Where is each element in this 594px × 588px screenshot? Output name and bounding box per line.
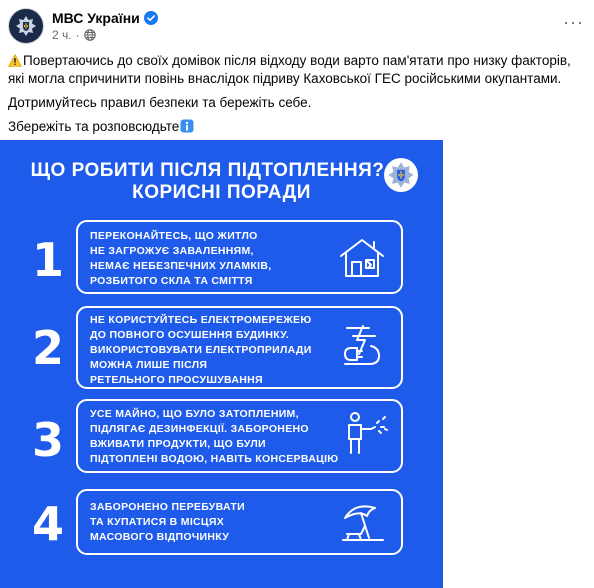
infographic-title: ЩО РОБИТИ ПІСЛЯ ПІДТОПЛЕННЯ? <box>30 160 385 181</box>
tip-4-line: МАСОВОГО ВІДПОЧИНКУ <box>90 531 230 543</box>
tip-1-line: ПЕРЕКОНАЙТЕСЬ, ЩО ЖИТЛО <box>90 230 258 242</box>
tip-number-2: 2 <box>32 321 65 375</box>
tip-2-line: МОЖНА ЛИШЕ ПІСЛЯ <box>90 359 208 371</box>
warning-icon <box>8 54 22 67</box>
author-name[interactable]: МВС України <box>52 10 140 26</box>
tip-1-line: РОЗБИТОГО СКЛА ТА СМІТТЯ <box>90 275 253 287</box>
tip-text-3 <box>90 407 338 467</box>
meta-separator: · <box>75 28 80 42</box>
infographic-subtitle: КОРИСНІ ПОРАДИ <box>132 182 311 203</box>
info-icon <box>180 119 194 133</box>
tip-3-line: ВЖИВАТИ ПРОДУКТИ, ЩО БУЛИ <box>90 438 266 450</box>
post-paragraph-1-text: Повертаючись до своїх домівок після відходу води варто пам'ятати про низку факторів, які могла спричинити повінь внаслідок підриву Каховської ГЕС російськими окупантами. <box>8 53 571 86</box>
avatar[interactable] <box>8 8 44 44</box>
post-header <box>8 4 158 48</box>
tip-number-4: 4 <box>32 497 65 551</box>
tip-3-line: ПІДТОПЛЕНІ ВОДОЮ, НАВІТЬ КОНСЕРВАЦІЮ <box>90 453 339 465</box>
house-icon <box>337 236 387 280</box>
tip-number-1: 1 <box>32 233 65 287</box>
tip-4-line: ТА КУПАТИСЯ В МІСЦЯХ <box>90 516 225 528</box>
post-paragraph-3-text: Збережіть та розповсюдьте <box>8 119 180 134</box>
infographic-image[interactable] <box>0 140 443 588</box>
tip-1-line: НЕ ЗАГРОЖУЄ ЗАВАЛЕННЯМ, <box>90 245 254 257</box>
tip-card-3 <box>76 399 403 473</box>
tip-2-line: ДО ПОВНОГО ОСУШЕННЯ БУДИНКУ. <box>90 329 289 341</box>
tip-number-3: 3 <box>32 413 65 467</box>
police-emblem-icon <box>15 15 37 37</box>
post-text <box>8 52 588 142</box>
post-paragraph-2: Дотримуйтесь правил безпеки та бережіть себе. <box>8 95 312 110</box>
tip-4-line: ЗАБОРОНЕНО ПЕРЕБУВАТИ <box>90 501 245 513</box>
post-timestamp[interactable]: 2 ч. <box>52 28 72 42</box>
tip-text-2 <box>90 313 312 388</box>
tip-2-line: РЕТЕЛЬНОГО ПРОСУШУВАННЯ <box>90 374 263 386</box>
electric-plug-icon <box>339 324 387 370</box>
post-paragraph-1 <box>8 52 588 88</box>
disinfection-icon <box>343 409 389 459</box>
tip-3-line: ПІДЛЯГАЄ ДЕЗИНФЕКЦІЇ. ЗАБОРОНЕНО <box>90 423 309 435</box>
tip-2-line: ВИКОРИСТОВУВАТИ ЕЛЕКТРОПРИЛАДИ <box>90 344 312 356</box>
beach-umbrella-icon <box>339 498 387 544</box>
post-paragraph-3 <box>8 118 588 136</box>
tip-card-2 <box>76 306 403 389</box>
globe-icon[interactable] <box>84 29 96 41</box>
tip-2-line: НЕ КОРИСТУЙТЕСЬ ЕЛЕКТРОМЕРЕЖЕЮ <box>90 314 312 326</box>
tip-card-1 <box>76 220 403 294</box>
tip-text-4 <box>90 500 245 545</box>
tip-3-line: УСЕ МАЙНО, ЩО БУЛО ЗАТОПЛЕНИМ, <box>90 408 299 420</box>
police-emblem-icon <box>384 158 418 192</box>
tip-text-1 <box>90 229 271 289</box>
post-options-button[interactable]: ··· <box>563 12 584 32</box>
tip-1-line: НЕМАЄ НЕБЕЗПЕЧНИХ УЛАМКІВ, <box>90 260 272 272</box>
tip-card-4 <box>76 489 403 555</box>
verified-badge-icon <box>144 11 158 25</box>
